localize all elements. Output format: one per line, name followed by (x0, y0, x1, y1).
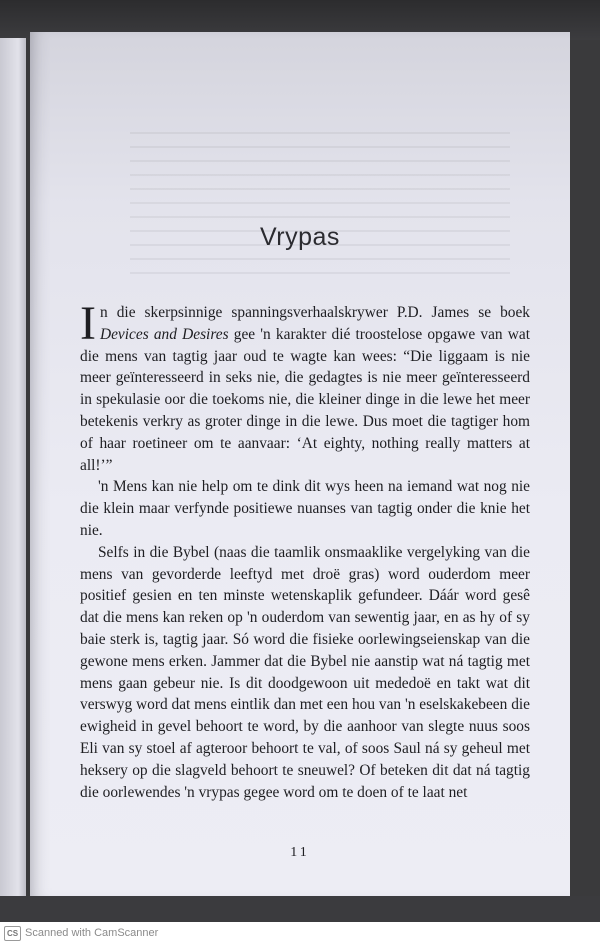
drop-cap: I (80, 297, 96, 350)
paragraph-3: Selfs in die Bybel (naas die taamlik onsmaaklike vergelyking van die mens van gevorderde leeftyd met droë gras) word ouderdom meer positief gesien en ten minste wetenskaplik gefundeer. Dáár word gesê dat die mens kan reken op 'n ouderdom van sewentig jaar, en as hy of sy baie sterk is, tagtig jaar. Só word die fisieke oorlewingseienskap van die gewone mens erken. Jammer dat die Bybel nie aanstip wat ná tagtig met mens gaan gebeur nie. Is dit doodgewoon uit mededoë en takt wat dit verswyg word dat mens eintlik dan met een hou van 'n eselskakebeen die ewigheid in gevel behoort te word, by die aanhoor van slegte nuus soos Eli van sy stoel af agteroor behoort te val, of soos Saul ná sy geheul met heksery op die slagveld behoort te sneuwel? Of beteken dit dat ná tagtig die oorlewendes 'n vrypas gegee word om te doen of te laat net (80, 543, 530, 801)
paragraph-2: 'n Mens kan nie help om te dink dit wys heen na iemand wat nog nie die klein maar verfynde positiewe nuanses van tagtig onder die knie het nie. (80, 478, 530, 539)
scanner-label: Scanned with CamScanner (25, 927, 159, 939)
chapter-title: Vrypas (260, 222, 340, 251)
page-number: 11 (290, 845, 310, 860)
paragraph-1-text: n die skerpsinnige spanningsverhaalskrywer P.D. James se boek Devices and Desires gee 'n karakter dié troostelose opgawe van wat die mens van tagtig jaar oud te wagte kan wees: “Die liggaam is nie meer geïnteresseerd in seks nie, die gedagtes is nie meer geïnteresseerd in spekulasie oor die toekoms nie, die kleiner dinge in die lewe het meer betekenis verkry as groter dinge in die lewe. Dus moet die tagtiger hom of haar roetineer om te aanvaar: ‘At eighty, nothing really matters at all!’” (80, 304, 530, 474)
book-title-italic: Devices and Desires (99, 325, 229, 343)
camscanner-logo-icon: CS (4, 926, 21, 941)
background-bottom (0, 896, 600, 922)
paragraph-1 (80, 297, 530, 476)
show-through-text (130, 120, 510, 310)
body-text (80, 297, 530, 803)
previous-page-edge (0, 38, 26, 896)
scanner-watermark-bar (0, 922, 600, 944)
book-page (30, 32, 570, 896)
